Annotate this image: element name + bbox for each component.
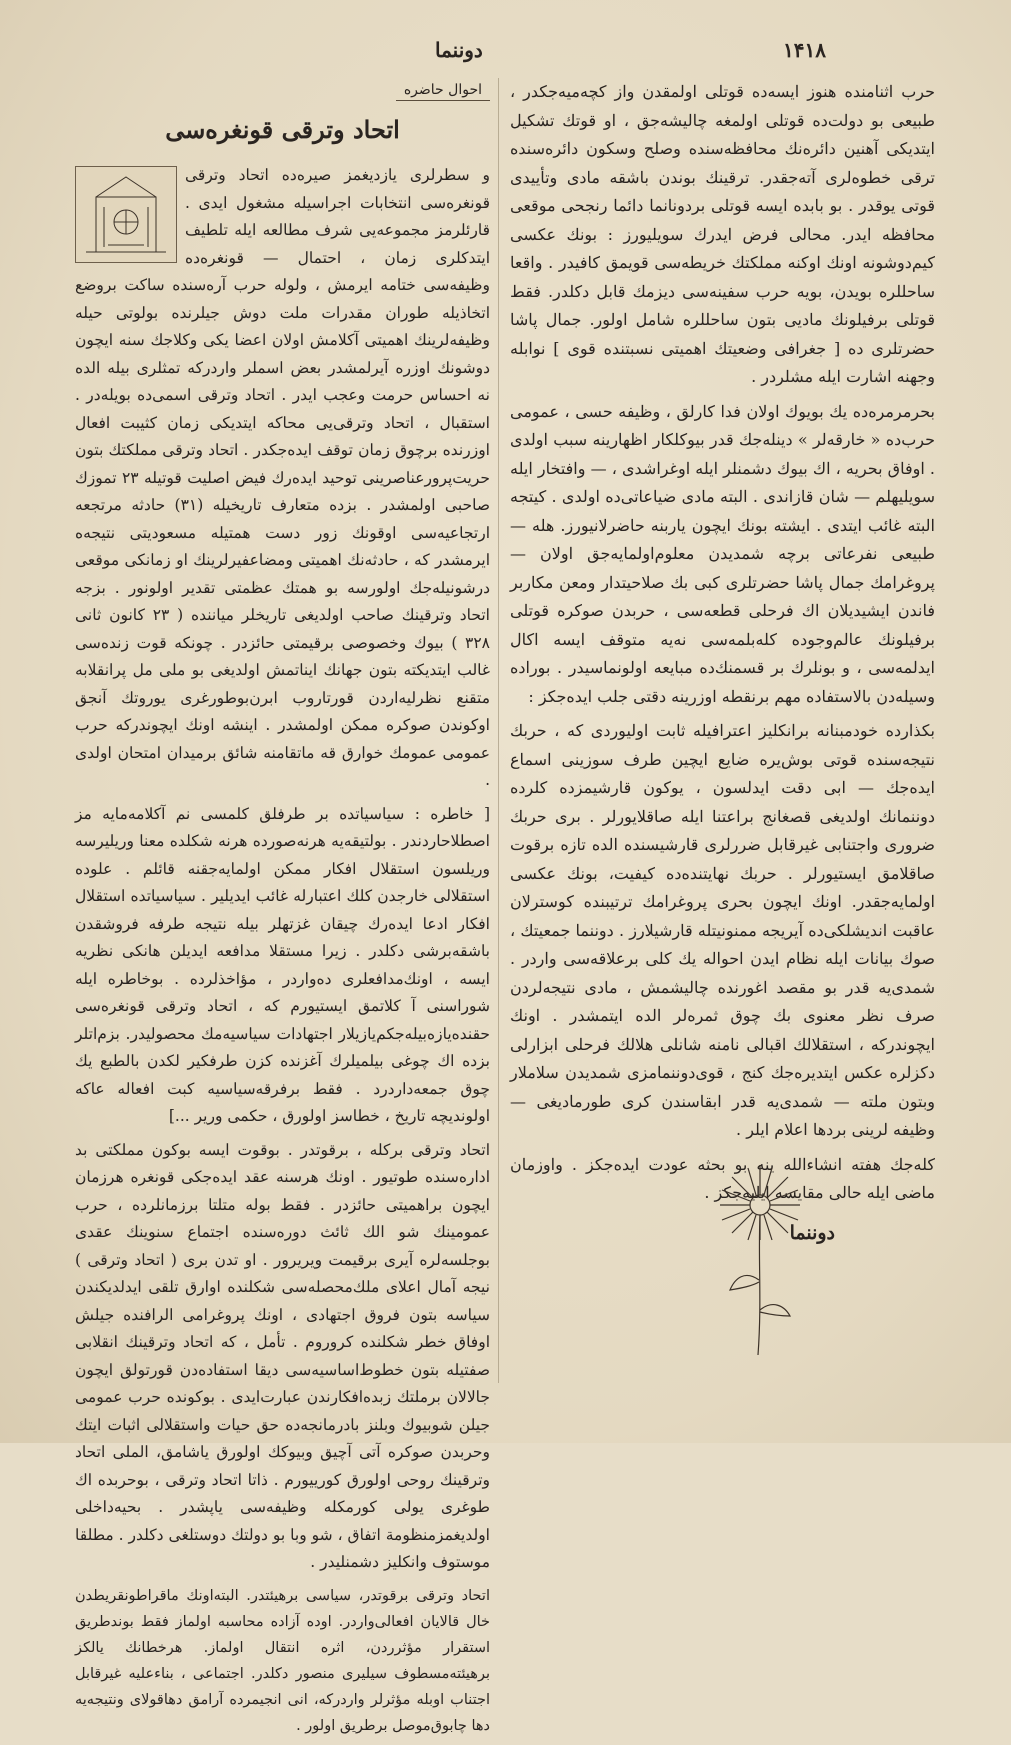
right-column: [510, 78, 935, 1244]
column-divider: [498, 78, 499, 1383]
right-paragraph-3: بکذارده خودمبنانه برانکلیز اعترافیله ثابت اولیوردی که ، حربك نتیجه‌سنده قوتی بوش‌یره ضایع ایچین طرف سوزینی اسماع ایده‌جك — ابی دقت ایدلسون ، یوکون قارشیمزده کلرده دوننمانك اولدیغی قصغانج براعتنا ایله صاقلایورلر . بری حربك ضروری واجتنابی غیرقابل ضررلری قارشیسنده الده تازه برقوت صاقلامق ایستیورلر . حربك نهایتنده‌ده کیفیت، بونك عکسی اولمایه‌جقدر. اونك ایچون بحری پروغرامك ترتیبنده کوسترلان عاقبت اندیشلکی‌ده آیریجه ممنونیتله قارشیلارز . دوننما جمعیتك ، صوك بیانات ایله نظام ایدن احواله یك کلی برعلاقه‌سی واردر . شمدی‌یه قدر بو مقصد اغورنده چالیشمش ، مادی نتیجه‌لردن صرف نظر معنوی بك چوق ثمره‌لر الده ایتمشدر . اونك ایچوندرکه ، استقلالك اقبالی نامنه شانلی هلالك فرحلی ابزارلی دکزلره عکس ایتدیره‌جك کنج ، قوی‌دوننمامزی شمدیدن سلاملار وبتون ملته — شمدی‌یه قدر ابقاسندن کری طورمادیغی — وظیفه‌ لرینی بردها اعلام ایلر .: [510, 721, 935, 1139]
left-paragraph-3: اتحاد وترقی برکله ، برقوتدر . بوقوت ایسه بوکون مملکتی بد اداره‌سنده طوتیور . اونك هرسنه عقد ایده‌جکی قونغره هرزمان ایچون براهمیتی حائزدر . فقط بوله متلتا برزمانلرده ، حرب عمومینك شو الك ثائث دوره‌سنده اجتماع سنوینك عقدی بوجلسه‌لره آیری برقیمت ویریرور . او تدن‌ بری ( اتحاد وترقی ) نیجه آمال اعلای ملك‌محصله‌سی شکلنده اوارق تلقی ایدلدیکندن سیاسه بتون فروق اجتهادی ، اونك پروغرامی‌ الرافنده جیلش اوفاق خطر شکلنده کروروم . تأمل ، که اتحاد وترقینك انقلابی صفتیله بتون خطوط‌اساسیه‌سی دیقا استفاده‌دن قورتولق ایچون جالالان برملتك زبده‌افکارندن عبارت‌ایدی . بوکونده حرب عمومی جیلن شوبیوك وبلنز بادرمانجه‌ده حق حیات واستقلالی اثبات ایتك وحربدن صوکره آتی آچیق وبیوکك اولورق یاشامق، الملی اتحاد وترقینك روحی اولورق کورییورم . ذاتا اتحاد وترقی ، بوحربده اك طوغری یولی کورمکله وظیفه‌سی یاپشدر . بحیه‌داخلی اولدیغمزمنظومة اتفاق ، شو وبا بو دولتك دوستلغی دکلدر . مطلقا موستوف وانکلیز دشمنلیدر .: [75, 1140, 490, 1571]
flower-ornament: [700, 1160, 820, 1360]
right-paragraph-2: بحر‌مرمره‌ده یك بویوك اولان فدا کارلق ، وظیفه حسی ، عمومی حرب‌ده « خارقه‌لر » دینله‌جك قدر بیوکلکار اظهارینه سبب اولدی . اوفاق بحریه ، اك بیوك دشمنلر ایله اوغراشدی ، — وافتخار ایله سویلیهلم — شان قازاندی . البته مادی ضیاعاتی‌ده اولدی . کیتجه البته غائب ایتدی . ایشته بونك ایچون یاربنه حاضرلانیورز. هله — طبیعی‌ نفرعاتی برچه شمدیدن معلوم‌اولمایه‌جق اولان — پروغرامك جمال پاشا حضرتلری کبی بك صلاحیتدار ومعن‌ مکاربر فاندن ایشیدیلان اك فرحلی قطعه‌سی ، حربدن صوکره قوتلی برفیلونك عالم‌وجوده کله‌بلمه‌سی نه‌یه متوقف ایسه اکال ایدلمه‌سی ، و بونلرك بر قسمنك‌ده مبایعه اولونماسیدر . بوراده وسیله‌دن بالاستفاده مهم برنقطه اوزرینه دقتی جلب ایده‌جکز :: [510, 401, 935, 706]
right-paragraph-4: کله‌جك هفته انشاءالله ینه بو بحثه عودت ایده‌جکز . واوزمان ماضی ایله حالی مقایسه ایلیه‌جکز .: [510, 1154, 935, 1202]
page-header: [0, 38, 1011, 68]
page-number: ۱۴۱۸: [783, 38, 826, 62]
section-label: احوال حاضره: [396, 82, 490, 101]
left-paragraph-2: [ خاطره : سیاسیاتده بر طرفلق کلمسی نم آکلامه‌مایه‌ مز اصطلاحاردندر . بولتیقه‌یه هرنه‌صورده هرنه شکلده معنا وریلیرسه وریلسون استقلال افکار ممکن اولمایه‌جقنه قائلم . علوده استقلالی خارجدن كلك اعتبارله غائب ایدیلیر . سیاسیاتده استقلال افکار ادعا ایده‌رك چیقان غزتهلر بیله نتیجه طرفه فروشقدن باشقه‌برشی دکلدر . زیرا مستقلا مدافعه ایدیلن هانکی نظریه ایسه ، اونك‌مدافعلری ده‌واردر ، مؤاخذلرد‌ه . بوخاطره ایله شوراسنی آ کلاتمق ایستیورم که ، اتحاد وترقی قونغره‌سی حقنده‌یازه‌بیله‌جکم‌یازیلار اجتهادات سیاسیه‌مك محصولیدر. بزم‌اتلر بزده اك چوغی بیلمیلرك آغزنده کزن طرفکیر لکدن بالطبع یك چوق جمعه‌دار‌درد . فقط برفرقه‌سیاسیه کبت افعاله عاکه اولوندیچه تاریخ ، خطاسز اولورق ، حکمی وریر ...]: [75, 804, 490, 1125]
left-paragraph-1: و سطرلری یازدیغمز صیره‌ده اتحاد وترقی قونغره‌سی انتخابات اجراسیله مشغول ایدی . قارئلرمز مجموعه‌یی شرف مطالعه ایله تلطیف ایتدکلری زمان ، احتمال — قونغره‌ده وظیفه‌سی ختامه ایرمش ، ولوله حرب آره‌سنده ساکت بروضع اتخاذیله طوران مقدرات ملت دوش جیلرنده بولوتی حیله وظیفه‌لرینك اهمیتی آکلامش اولان اعضا یکی وکلاجك سنه ایچون دوشونك اوزره آیرلمشدر بعض اسملر واردرکه تمثلری بیله الده نه احساس حرمت وعجب ایدر . اتحاد وترقی‌ اسمی‌ده بویله‌در . استقبال ، اتحاد وترقی‌یی محاکه ایتدیکی زمان کثیبت افعال اوزرنده برچوق زمان توقف ایده‌جکدر . اتحاد وترقی مملکتك بتون حریت‌پرورعناصرینی توحید ایده‌رك فیض اصلیت قوتیله ۲۳ تموزك صاحبی اولمشدر . بزده متعارف تاریخیله (۳۱) حادثه مرتجعه ارتجاعیه‌سی اوقونك زور دست همتیله مسعودیتی نتیجه‌ه ایرمشدر که ، حادثه‌نك اهمیتی‌ ومضاعفیرلرینك او زمانکی موقعی درشونیله‌جك اولورسه بو همتك عظمتی تقدیر اولونور . بزجه اتحاد وترقینك صاحب اولدیغی تاریخلر میاننده ( ۲۳ کانون ثانی ۳۲۸ ) بیوك وخصوصی برقیمتی حائزدر . چونکه قوت زنده‌سی غالب ایتدیکته بتون جهانك ایناتمش اولدیغی بو ملی مل پرانقلابه متقنع نظرلیه‌اردن قورتاروب ابرن‌بوطورغری یوروتك آنجق اوکوندن صوکره ممکن اولمشدر . اینشه اونك ایچوندرکه حرب عمومی عمومك خوارق قه ماتقامنه شائق برمیدان امتحان اولدی .: [75, 166, 490, 789]
decorative-illustration: [75, 166, 177, 263]
left-column: [75, 78, 490, 1745]
left-paragraph-4: اتحاد وترقی برقوتدر، سیاسی برهیئتدر. البته‌اونك ماقراطونقریطدن خال قالایان افعالی‌واردر. اوده آزاده محاسبه اولماز فقط بوندطریق استقرار مؤثرردن، اثره انتقال اولماز. هرخطانك یالکز برهیئته‌مسطوف سیلیری منصور دکلدر. اجتماعی ، بناءعلیه غیرقابل اجتناب اوبله مؤثرلر واردرکه، انی انجیمرده آرامق دهاقولای ونتیجه‌یه دها چابوق‌موصل برطریق اولور .: [75, 1587, 490, 1734]
running-head: دوننما: [435, 38, 483, 62]
right-paragraph-1: حرب اثنامنده هنوز ایسه‌ده قوتلی اولمقدن واز کچه‌میه‌جکدر ، طبیعی بو دولت‌ده قوتلی اولمغه چالیشه‌جق ، او قوتك تشکیل ایتدیکی آهنین دائره‌نك محافظه‌سنده وصلح وسکون دائره‌سنده ترقی خطوه‌لری آته‌جقدر. ترقینك بوندن باشقه مادی وتأییدی قوتی یوقدر . بو بابده ایسه قوتلی بردونانما دائما رنجحی موقعی محافظه ایدر. محالی فرض ایدرك سویلیورز : بونك عکسی کیم‌دوشونه اونك اوکنه مملکتك خریطه‌سی قویمق کافیدر . واقعا ساحللره بویدن، بویه حرب سفینه‌سی دیزمك قابل دکلدر. فقط قوتلی برفیلونك مادیی بتون ساحللره شامل اولور. جمال پاشا حضرتلری ده [ جغرافی وضعیتك اهمیتی نسبتنده قوی ] نوابله وجهنه اشارت ایله مشلردر .: [510, 82, 935, 386]
section-title: اتحاد وترقی قونغره‌سی: [165, 115, 400, 144]
signature: دوننما: [789, 1221, 835, 1244]
